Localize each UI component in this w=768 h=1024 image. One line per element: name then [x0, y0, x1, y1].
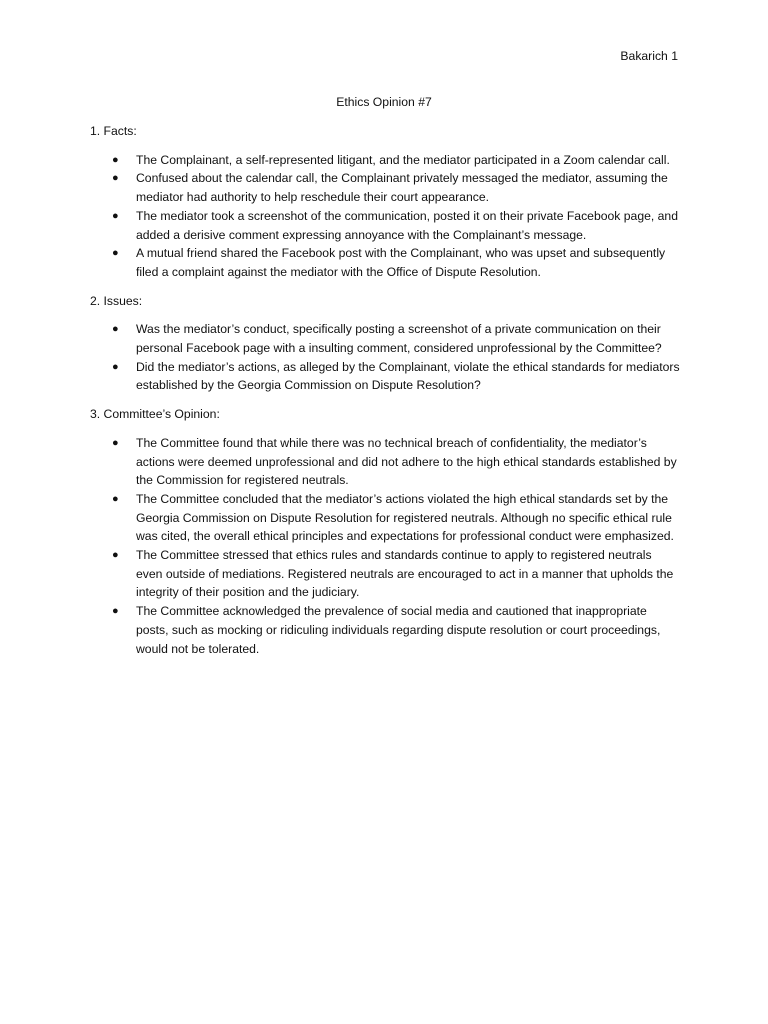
section-heading: 1. Facts: [90, 124, 137, 138]
bullet-icon: ● [112, 360, 119, 373]
list-item [90, 434, 680, 490]
bullet-icon: ● [112, 172, 119, 185]
bullet-icon: ● [112, 605, 119, 618]
bullet-icon: ● [112, 492, 119, 505]
list-item-text: Was the mediator’s conduct, specifically posting a screenshot of a private communication on their personal Facebook page with a insulting comment, considered unprofessional by the Committee? [136, 322, 662, 356]
section-issues [90, 292, 680, 396]
list-item-text: The mediator took a screenshot of the communication, posted it on their private Facebook page, and added a derisive comment expressing annoyance with the Complainant’s message. [136, 208, 678, 242]
bullet-icon: ● [112, 436, 119, 449]
list-item [90, 151, 680, 170]
list-item [90, 546, 680, 602]
bullet-icon: ● [112, 247, 119, 260]
list-item-text: Confused about the calendar call, the Complainant privately messaged the mediator, assuming the mediator had authority to help reschedule their court appearance. [136, 171, 668, 205]
bullet-icon: ● [112, 323, 119, 336]
list-item-text: The Complainant, a self-represented litigant, and the mediator participated in a Zoom calendar call. [136, 152, 670, 167]
list-item [90, 169, 680, 206]
bullet-list [90, 151, 680, 282]
list-item-text: A mutual friend shared the Facebook post with the Complainant, who was upset and subsequently filed a complaint against the mediator with the Office of Dispute Resolution. [136, 246, 666, 279]
document-body [90, 122, 680, 668]
page-header-label: Bakarich 1 [620, 49, 678, 63]
bullet-list [90, 434, 680, 658]
section-facts [90, 122, 680, 282]
list-item [90, 207, 680, 244]
bullet-icon: ● [112, 549, 119, 562]
list-item-text: The Committee found that while there was no technical breach of confidentiality, the mediator’s actions were deemed unprofessional and did not adhere to the high ethical standards established by the Commission for registered neutrals. [136, 435, 677, 488]
section-committee-opinion [90, 405, 680, 658]
list-item [90, 490, 680, 546]
list-item [90, 244, 680, 281]
document-title: Ethics Opinion #7 [336, 95, 432, 109]
list-item-text: The Committee concluded that the mediator’s actions violated the high ethical standards set by the Georgia Commission on Dispute Resolution for registered neutrals. Although no specific ethical rule was cited, the overall ethical principles and expectations for professional conduct were emphasized. [136, 491, 674, 544]
bullet-list [90, 320, 680, 395]
section-heading: 2. Issues: [90, 293, 143, 308]
list-item-text: Did the mediator’s actions, as alleged by the Complainant, violate the ethical standards for mediators established by the Georgia Commission on Dispute Resolution? [136, 359, 680, 393]
list-item-text: The Committee acknowledged the prevalence of social media and cautioned that inappropriate posts, such as mocking or ridiculing individuals regarding dispute resolution or court proceedings, would not be tolerated. [136, 604, 661, 656]
list-item [90, 358, 680, 395]
list-item-text: The Committee stressed that ethics rules and standards continue to apply to registered neutrals even outside of mediations. Registered neutrals are encouraged to act in a manner that upholds the integrity of their position and the judiciary. [136, 548, 674, 600]
list-item [90, 602, 680, 658]
bullet-icon: ● [112, 153, 119, 166]
bullet-icon: ● [112, 209, 119, 222]
section-heading: 3. Committee’s Opinion: [90, 407, 220, 422]
list-item [90, 320, 680, 357]
